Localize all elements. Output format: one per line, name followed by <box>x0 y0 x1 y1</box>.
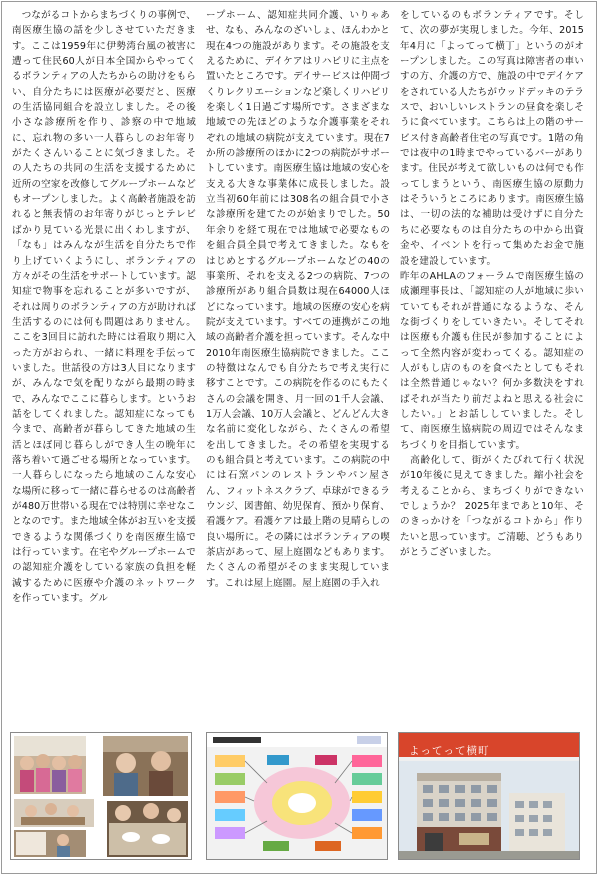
article-column-2 <box>206 8 390 724</box>
column-2-text: ープホーム、認知症共同介護、いりゃあせ、なも、みんなのざいしょ、ほんわかと現在4つの施設があります。その施設を支えるために、デイケアはリハビリに主点を置いたところです。デイサービスは仲間づくりレクリエーションなど楽しくリハビリを楽しく1日過ごす場所です。さまざまな地域での先ほどのような介護事業をそれぞれの地域の病院が支えています。現在7か所の診療所のほかに2つの病院がサポートしています。南医療生協は地域の安心を支える大きな事業体に成長しました。設立当初60年前には308名の組合員で小さな診療所を建てたのが始まりでした。50年余りを経て現在では地域で必要なものを組合員全員で考えてきました。なもをはじめとするグループホームなどの40の事業所、それを支える2つの病院、7つの診療所があり組合員数は現在64000人ほどになっています。地域の医療の安心を病院が支えています。すべての連携がこの地域の高齢者介護を担っています。そんな中2010年南医療生協病院できました。ここの特徴はなんでも自分たちで考え実行に移すことです。この病院を作るのにもたくさんの会議を開き、月一回の1千人会議、1万人会議、10万人会議と、どんどん大きな名前に変化しながら、たくさんの希望を出してきました。その希望を実現するのも組合員と考えています。この病院の中には石窯パンのレストランやパン屋さん、フィットネスクラブ、卓球ができるラウンジ、図書館、幼児保育、預かり保育、看護ケア。看護ケアは最上階の見晴らしの良い場所に。その隣にはボランティアの喫茶店があって、屋上庭園などもあります。たくさんの希望がそのまま実現しています。これは屋上庭園。屋上庭園の手入れ <box>206 10 390 589</box>
article-column-1 <box>12 8 196 724</box>
network-slide-image <box>207 733 387 859</box>
group-home-photo-collage <box>10 732 192 860</box>
photo-collage-image <box>11 733 191 859</box>
column-3-text: をしているのもボランティアです。そして、次の夢が実現しました。今年、2015年4月に「よってって横丁」というのがオープンしました。この写真は障害者の車いすの方、介護の方で、施設の中でデイケアをされている人たちがウッドデッキのテラスで、おいしいレストランの昼食を楽しそうに食べています。こちらは上の階のサービス付き高齢者住宅の写真です。1階の角では夜中の1時までやっているバーがあります。住民が考えて欲しいものは何でも作ってしまうという、南医療生協の原動力はそういうところにあります。南医療生協は、一切の法的な補助は受けずに自分たちに必要なものは自分たちの中から出資金や、イベントを行って集めたお金で施設を建設しています。 昨年のAHLAのフォーラムで南医療生協の成瀬理事長は、「認知症の人が地域に歩いていてもそれが普通になるような、そんな街づくりをしていきたい。そしてそれは医療も介護も住民が参加することによって全然内容が変わってくる。認知症の人がもし店のものを食べたとしてもそれは全然普通じゃない？何か多数決をすればそれが当たり前だよねと思える社会にしたい。」とお話ししていました。そして、南医療生協病院の周辺ではそんなまちづくりを目指しています。 高齢化して、街がくたびれて行く状況が10年後に見えてきました。縮小社会を考えることから、まちづくりができないでしょうか？ 2025年まであと10年、そのきっかけを「つながるコトから」作りたいと思っています。ご清聴、どうもありがとうございました。 <box>400 10 584 559</box>
yottete-yokocho-slide <box>398 732 580 860</box>
article-column-3 <box>400 8 584 724</box>
slide-title: よってって横町 <box>409 745 490 757</box>
column-1-text: つながるコトからまちづくりの事例で、南医療生協の話を少しさせていただきます。ここは1959年に伊勢湾台風の被害に遭って住民60人が日本全国からやってくるボランティアの人たちからの助けをもらい、自分たちには医療が必要だと、医療の生活協同組合を設立しました。その後小さな診療所を作り、診察の中で地域に、忘れ物の多い一人暮らしのお年寄りがたくさんいることに気づきました。その人たちの共同の生活を支援するために近所の空家を改修してグループホームなどもオープンしました。よく高齢者施設を訪れると無表情のお年寄りがじっとテレビばかり見ている光景に出くわしますが、「なも」はみんなが生活を自分たちで作り上げていくようにし、ボランティアの方々がその生活をサポートしています。認知症で物事を忘れることが多いですが、それは周りのボランティアの方が助ければ生活するのには何も問題はありません。ここを3回目に訪れた時には看取り期に入った方がおられ、一緒に料理を手伝っていました。世話役の方は3人目になりますが、みんなで気を配りながら最期の時まで、みんなでここに暮らします。というお話をしてくれました。認知症になっても今まで、高齢者が暮らしてきた地域の生活とほぼ同じ暮らしができ人生の晩年に落ち着いて過ごせる場所となっています。一人暮らしになったら地域のこんな安心な場所に移って一緒に暮らせるのは高齢者が480万世帯いる現在では特別に幸せなことなのです。また地域全体がお互いを支援できるような関係づくりを南医療生協では行っています。在宅やグループホームでの認知症介護をしている家族の負担を軽減するために医療や介護のネットワークを作っています。グル <box>12 10 196 605</box>
network-diagram-slide <box>206 732 388 860</box>
